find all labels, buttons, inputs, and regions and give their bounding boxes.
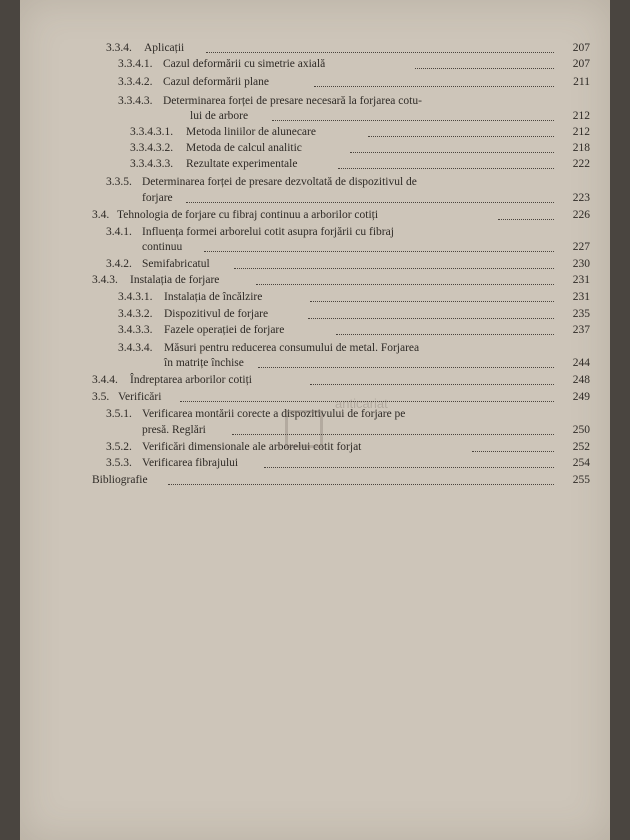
toc-entry-number: 3.3.4.3.3.: [130, 158, 174, 170]
leader-dots: [168, 483, 554, 485]
toc-entry-number: 3.4.3.3.: [118, 324, 153, 336]
toc-entry-continuation: [20, 110, 610, 126]
toc-entry-page: 255: [572, 474, 590, 486]
leader-dots: [308, 317, 554, 319]
toc-entry-number: 3.4.3.: [92, 274, 118, 286]
toc-entry-number: 3.3.4.3.1.: [130, 126, 174, 138]
toc-entry-number: 3.3.4.3.: [118, 95, 153, 107]
toc-entry-title: Verificări: [118, 391, 162, 403]
toc-entry-title: Dispozitivul de forjare: [164, 308, 269, 320]
leader-dots: [204, 250, 554, 252]
toc-entry-page: 248: [572, 374, 590, 386]
toc-entry-page: 212: [572, 126, 590, 138]
toc-entry-title: Verificări dimensionale ale arborelui cotit forjat: [142, 441, 362, 453]
toc-entry-title: Instalația de forjare: [130, 274, 220, 286]
toc-entry-page: 235: [572, 308, 590, 320]
toc-entry-number: 3.4.4.: [92, 374, 118, 386]
toc-entry: [20, 209, 610, 225]
book-page: [20, 0, 610, 840]
toc-entry-title: forjare: [142, 192, 173, 204]
toc-entry-number: 3.4.: [92, 209, 110, 221]
toc-entry-page: 218: [572, 142, 590, 154]
toc-entry-number: 3.3.4.1.: [118, 58, 153, 70]
toc-entry-number: 3.4.3.4.: [118, 342, 153, 354]
leader-dots: [336, 333, 554, 335]
toc-entry: [20, 176, 610, 192]
toc-entry-title: Determinarea forței de presare necesară la forjarea cotu-: [163, 95, 422, 107]
toc-entry-page: 207: [572, 42, 590, 54]
toc-entry-title: Metoda liniilor de alunecare: [186, 126, 316, 138]
watermark-logo: [275, 390, 465, 460]
toc-entry: [20, 58, 610, 74]
toc-entry-page: 252: [572, 441, 590, 453]
toc-entry-number: 3.4.1.: [106, 226, 132, 238]
toc-entry-page: 250: [572, 424, 590, 436]
toc-entry-page: 207: [572, 58, 590, 70]
toc-entry-title: Cazul deformării plane: [163, 76, 270, 88]
toc-entry: [20, 374, 610, 390]
watermark-frame-icon: [285, 410, 323, 448]
toc-entry-title: Determinarea forței de presare dezvoltată de dispozitivul de: [142, 176, 417, 188]
toc-entry-title: Verificarea fibrajului: [142, 457, 239, 469]
toc-entry-title: Cazul deformării cu simetrie axială: [163, 58, 326, 70]
toc-entry: [20, 126, 610, 142]
toc-entry-number: 3.5.1.: [106, 408, 132, 420]
toc-entry-number: 3.5.2.: [106, 441, 132, 453]
toc-entry-title: presă. Reglări: [142, 424, 206, 436]
leader-dots: [472, 450, 554, 452]
toc-entry: [20, 274, 610, 290]
toc-entry-title: continuu: [142, 241, 183, 253]
toc-entry-title: Instalația de încălzire: [164, 291, 263, 303]
toc-entry-title: Aplicații: [144, 42, 185, 54]
toc-entry-page: 237: [572, 324, 590, 336]
toc-entry-title: Bibliografie: [92, 474, 148, 486]
leader-dots: [264, 466, 554, 468]
leader-dots: [272, 119, 554, 121]
watermark-text: anticariat: [335, 396, 388, 411]
toc-entry-number: 3.5.3.: [106, 457, 132, 469]
leader-dots: [186, 201, 554, 203]
leader-dots: [234, 267, 554, 269]
toc-entry-number: 3.4.3.2.: [118, 308, 153, 320]
leader-dots: [338, 167, 554, 169]
toc-entry: [20, 474, 610, 490]
toc-entry-page: 231: [572, 274, 590, 286]
toc-entry: [20, 158, 610, 174]
toc-entry-title: Metoda de calcul analitic: [186, 142, 302, 154]
toc-entry-number: 3.3.5.: [106, 176, 132, 188]
toc-entry-title: Îndreptarea arborilor cotiți: [130, 374, 252, 386]
toc-entry: [20, 95, 610, 111]
leader-dots: [368, 135, 554, 137]
toc-entry-title: Rezultate experimentale: [186, 158, 298, 170]
toc-entry-title: Semifabricatul: [142, 258, 210, 270]
toc-entry-page: 211: [573, 76, 590, 88]
toc-entry: [20, 324, 610, 340]
toc-entry-number: 3.3.4.3.2.: [130, 142, 174, 154]
toc-entry-page: 212: [572, 110, 590, 122]
leader-dots: [310, 300, 554, 302]
leader-dots: [498, 218, 554, 220]
toc-entry-number: 3.5.: [92, 391, 110, 403]
toc-entry: [20, 258, 610, 274]
toc-entry-page: 222: [572, 158, 590, 170]
toc-entry: [20, 226, 610, 242]
toc-entry-continuation: [20, 192, 610, 208]
leader-dots: [350, 151, 554, 153]
leader-dots: [256, 283, 554, 285]
toc-entry-page: 230: [572, 258, 590, 270]
leader-dots: [258, 366, 554, 368]
toc-entry: [20, 42, 610, 58]
toc-entry-continuation: [20, 241, 610, 257]
toc-entry-number: 3.3.4.2.: [118, 76, 153, 88]
leader-dots: [314, 85, 554, 87]
toc-entry-number: 3.3.4.: [106, 42, 132, 54]
toc-entry-title: Tehnologia de forjare cu fibraj continuu a arborilor cotiți: [117, 209, 379, 221]
toc-entry: [20, 308, 610, 324]
toc-entry-page: 227: [572, 241, 590, 253]
toc-entry: [20, 342, 610, 358]
toc-entry-title: în matrițe închise: [164, 357, 244, 369]
toc-entry-title: Influența formei arborelui cotit asupra forjării cu fibraj: [142, 226, 394, 238]
toc-entry-page: 231: [572, 291, 590, 303]
toc-entry: [20, 76, 610, 92]
leader-dots: [415, 67, 554, 69]
toc-entry: [20, 142, 610, 158]
leader-dots: [310, 383, 554, 385]
toc-entry-title: lui de arbore: [190, 110, 249, 122]
toc-entry-page: 254: [572, 457, 590, 469]
leader-dots: [206, 51, 554, 53]
toc-entry-page: 226: [572, 209, 590, 221]
toc-entry-title: Verificarea montării corecte a dispozitivului de forjare pe: [142, 408, 406, 420]
toc-entry-title: Măsuri pentru reducerea consumului de metal. Forjarea: [164, 342, 420, 354]
toc-entry-title: Fazele operației de forjare: [164, 324, 285, 336]
toc-entry-page: 223: [572, 192, 590, 204]
toc-entry-page: 244: [572, 357, 590, 369]
toc-entry-number: 3.4.3.1.: [118, 291, 153, 303]
toc-entry-number: 3.4.2.: [106, 258, 132, 270]
toc-entry-continuation: [20, 357, 610, 373]
toc-entry-page: 249: [572, 391, 590, 403]
toc-entry: [20, 291, 610, 307]
